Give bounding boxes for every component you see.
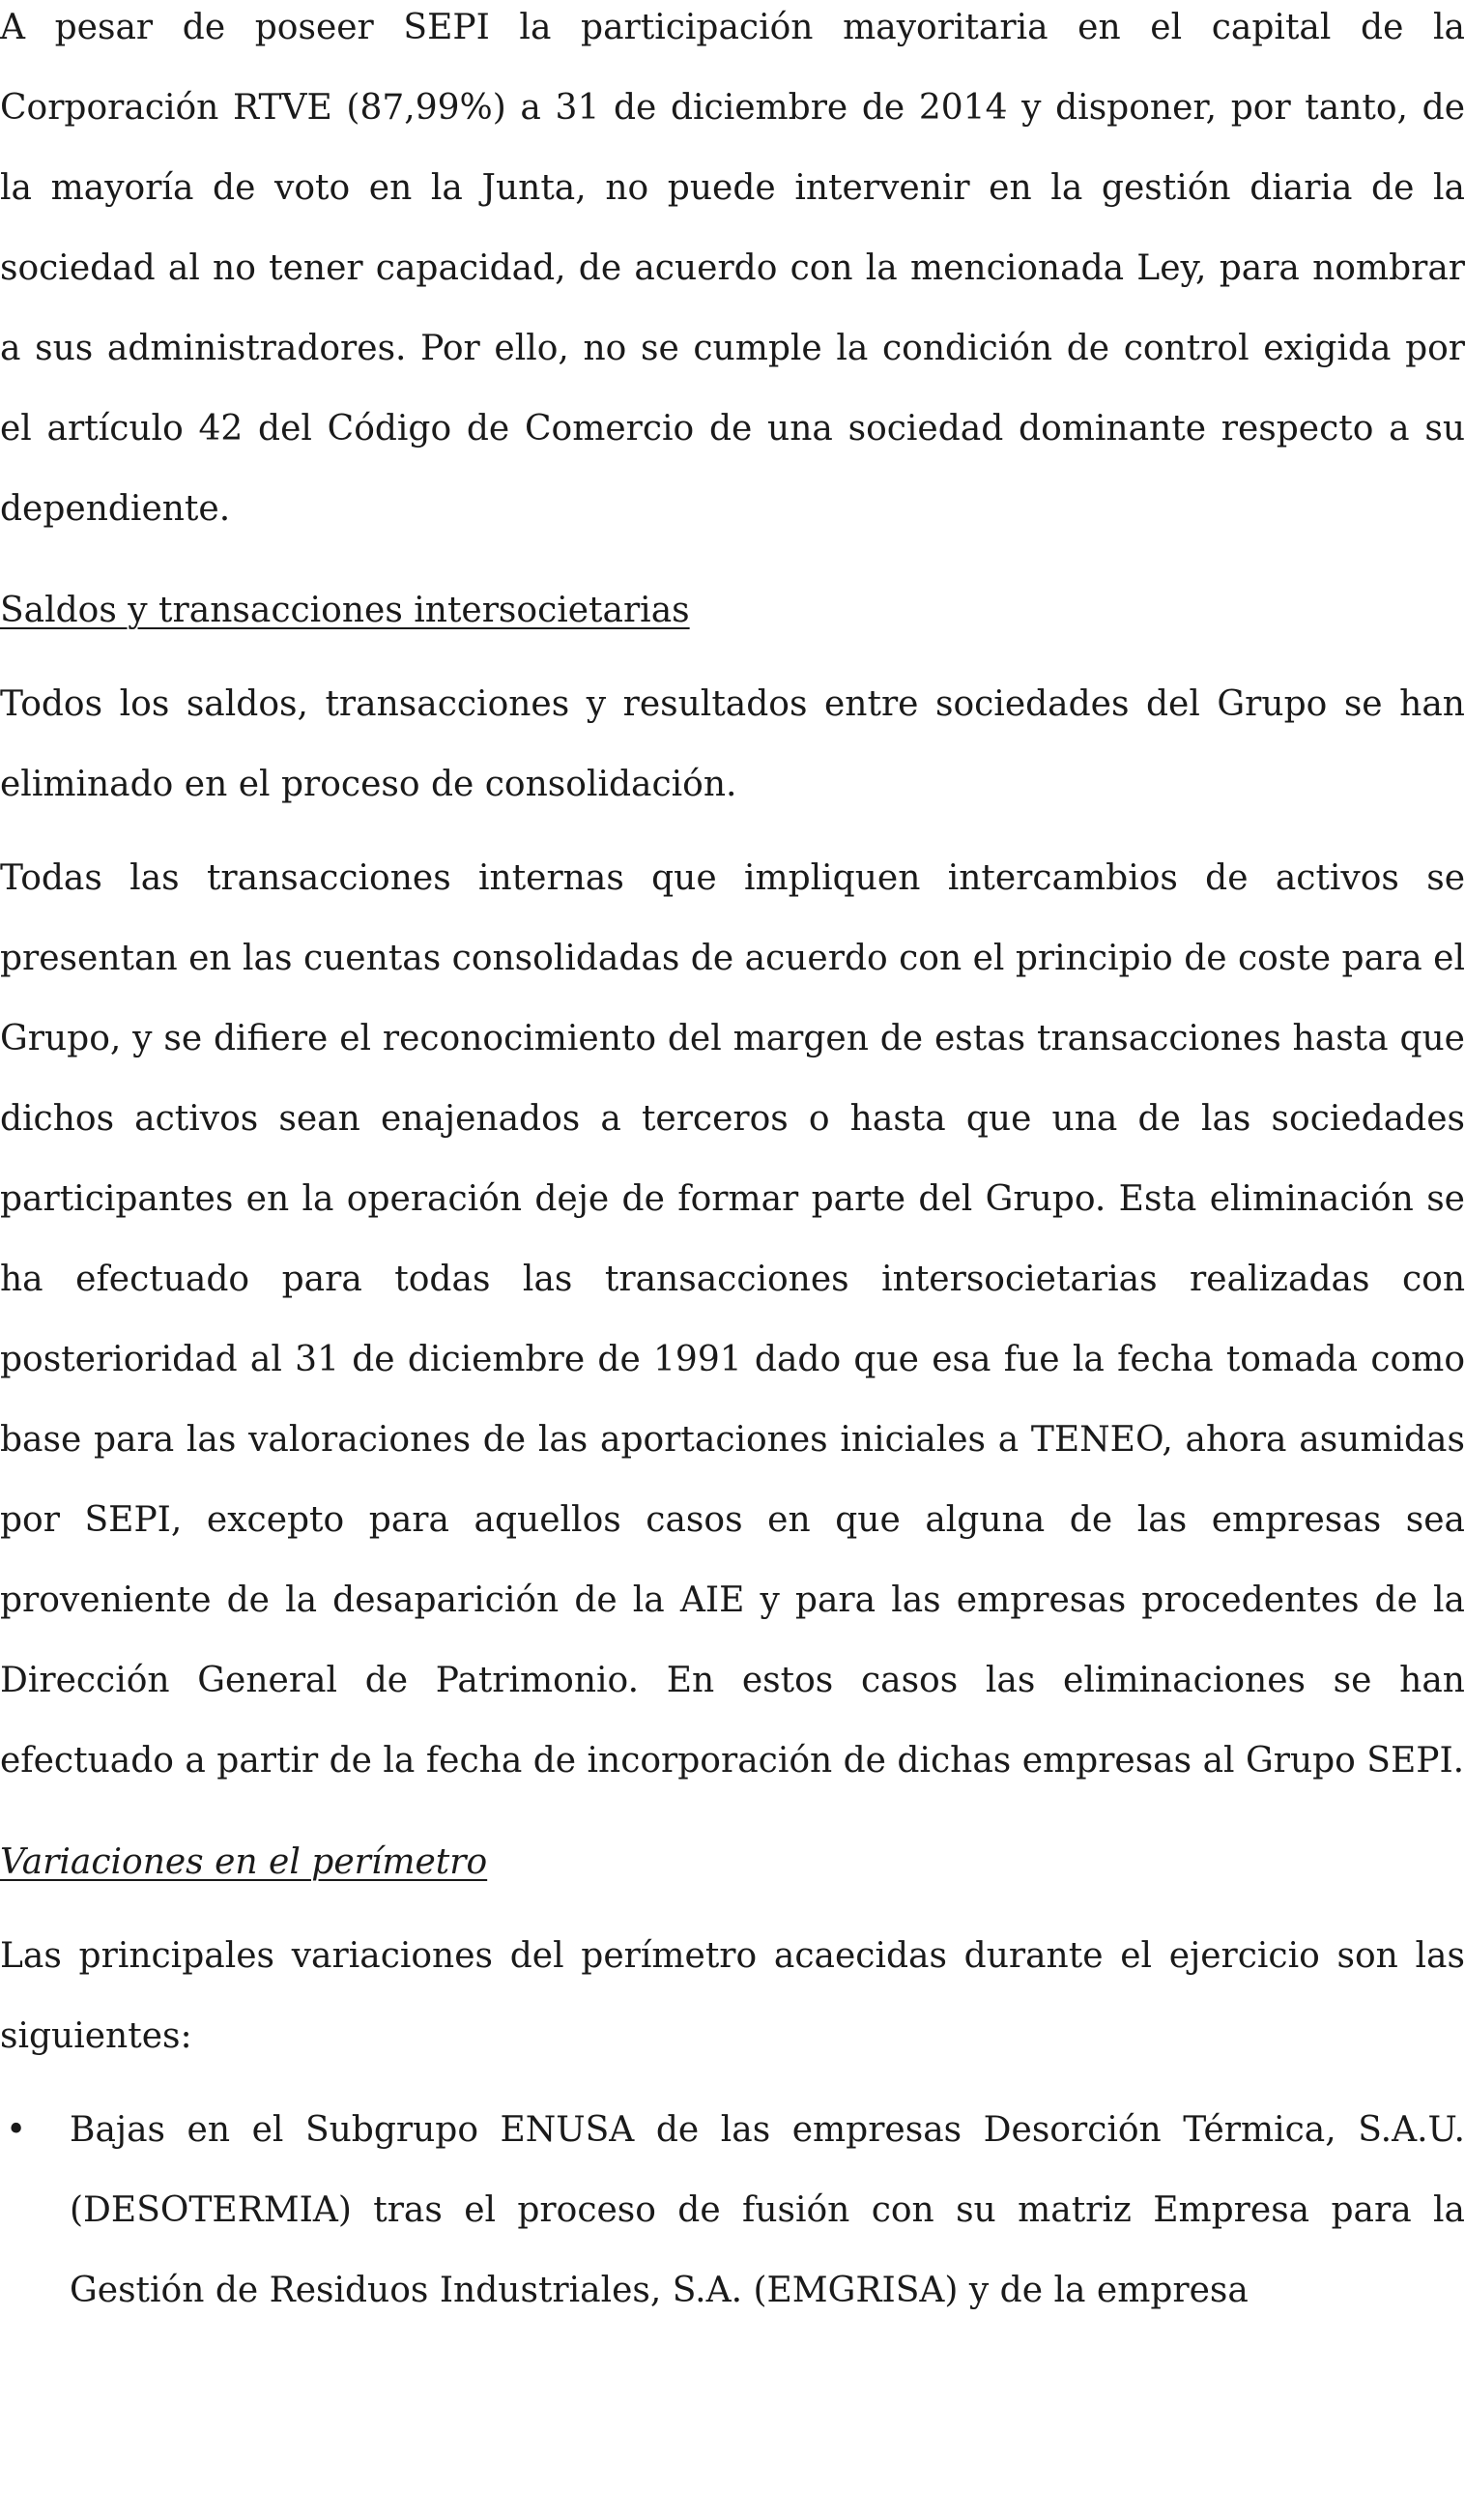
section-heading-perimetro: Variaciones en el perímetro [0, 1842, 488, 1882]
variaciones-list [0, 2090, 1465, 2331]
paragraph-transacciones-internas: Todas las transacciones internas que impliquen intercambios de activos se presentan en las cuentas consolidadas de acuerdo con el principio de coste para el Grupo, y se difiere el reconocimiento del margen de estas transacciones hasta que dichos activos sean enajenados a terceros o hasta que una de las sociedades participantes en la operación deje de formar parte del Grupo. Esta eliminación se ha efectuado para todas las transacciones intersocietarias realizadas con posterioridad al 31 de diciembre de 1991 dado que esa fue la fecha tomada como base para las valoraciones de las aportaciones iniciales a TENEO, ahora asumidas por SEPI, excepto para aquellos casos en que alguna de las empresas sea proveniente de la desaparición de la AIE y para las empresas procedentes de la Dirección General de Patrimonio. En estos casos las eliminaciones se han efectuado a partir de la fecha de incorporación de dichas empresas al Grupo SEPI. [0, 858, 1465, 1781]
paragraph-variaciones-intro: Las principales variaciones del perímetro acaecidas durante el ejercicio son las siguientes: [0, 1936, 1465, 2056]
paragraph-eliminacion-saldos: Todos los saldos, transacciones y resultados entre sociedades del Grupo se han eliminado en el proceso de consolidación. [0, 684, 1465, 804]
section-heading-saldos: Saldos y transacciones intersocietarias [0, 591, 690, 630]
list-item-text: Bajas en el Subgrupo ENUSA de las empresas Desorción Térmica, S.A.U. (DESOTERMIA) tras el proceso de fusión con su matriz Empresa para la Gestión de Residuos Industriales, S.A. (EMGRISA) y de la empresa [70, 2110, 1465, 2310]
paragraph-control-rtve: A pesar de poseer SEPI la participación mayoritaria en el capital de la Corporación RTVE (87,99%) a 31 de diciembre de 2014 y disponer, por tanto, de la mayoría de voto en la Junta, no puede intervenir en la gestión diaria de la sociedad al no tener capacidad, de acuerdo con la mencionada Ley, para nombrar a sus administradores. Por ello, no se cumple la condición de control exigida por el artículo 42 del Código de Comercio de una sociedad dominante respecto a su dependiente. [0, 8, 1465, 529]
bullet-icon: • [6, 2110, 27, 2150]
list-item [0, 2090, 1465, 2331]
